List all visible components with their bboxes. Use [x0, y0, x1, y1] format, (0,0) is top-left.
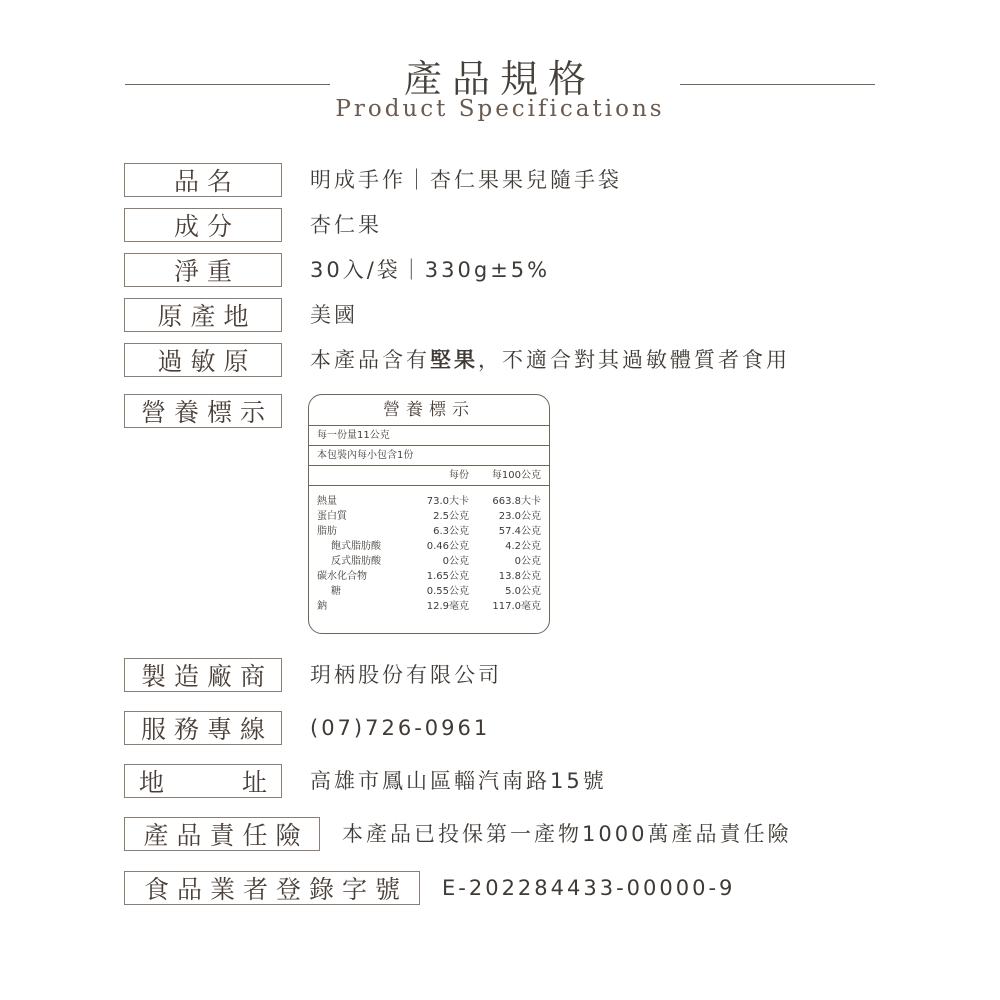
nutrient-per-serving: 0公克 [442, 556, 469, 567]
value-manufacturer: 玥柄股份有限公司 [310, 663, 502, 687]
nutrition-row [309, 509, 549, 524]
nutrition-row [309, 524, 549, 539]
nutrient-name: 蛋白質 [317, 511, 347, 522]
allergen-text-bold: 堅果 [430, 348, 478, 372]
nutrition-row [309, 599, 549, 614]
nutrient-per-100g: 0公克 [514, 556, 541, 567]
nutrient-name: 碳水化合物 [317, 571, 367, 582]
value-food-registration: E-202284433-00000-9 [442, 876, 736, 900]
col-per-serving: 每份 [449, 470, 469, 481]
label-address-left: 地 [139, 768, 165, 797]
nutrient-name: 熱量 [317, 496, 337, 507]
nutrient-per-serving: 1.65公克 [426, 571, 469, 582]
nutrient-name: 糖 [331, 586, 341, 597]
nutrition-column-header [309, 466, 549, 486]
label-net-weight: 淨重 [124, 253, 282, 287]
nutrition-row [309, 539, 549, 554]
nutrition-servings: 本包裝內每小包含1份 [309, 446, 549, 466]
nutrient-name: 飽式脂肪酸 [331, 541, 381, 552]
label-manufacturer: 製造廠商 [124, 658, 282, 692]
label-product-name: 品名 [124, 163, 282, 197]
value-ingredients: 杏仁果 [310, 213, 382, 237]
nutrient-per-100g: 5.0公克 [505, 586, 541, 597]
label-liability-insurance: 產品責任險 [124, 817, 320, 851]
page-subtitle: Product Specifications [335, 96, 665, 122]
value-liability-insurance: 本產品已投保第一產物1000萬產品責任險 [342, 822, 792, 846]
page-title: 產品規格 [403, 57, 596, 101]
nutrient-per-100g: 663.8大卡 [492, 496, 541, 507]
value-net-weight: 30入/袋｜330g±5% [310, 258, 551, 282]
label-address [124, 764, 282, 798]
label-nutrition: 營養標示 [124, 394, 282, 428]
nutrient-per-100g: 117.0毫克 [492, 601, 541, 612]
nutrition-serving-size: 每一份量11公克 [309, 426, 549, 446]
label-food-registration: 食品業者登錄字號 [124, 871, 420, 905]
nutrient-per-serving: 2.5公克 [433, 511, 469, 522]
allergen-text-after: ，不適合對其過敏體質者食用 [478, 348, 790, 372]
nutrient-name: 脂肪 [317, 526, 337, 537]
label-address-right: 址 [241, 768, 267, 797]
nutrient-per-serving: 0.55公克 [426, 586, 469, 597]
value-origin: 美國 [310, 303, 358, 327]
label-allergen: 過敏原 [124, 343, 282, 377]
nutrient-name: 鈉 [317, 601, 327, 612]
nutrition-rows [309, 486, 549, 614]
value-address: 高雄市鳳山區輜汽南路15號 [310, 769, 607, 793]
label-ingredients: 成分 [124, 208, 282, 242]
nutrient-per-serving: 12.9毫克 [426, 601, 469, 612]
nutrition-title: 營養標示 [309, 395, 549, 426]
label-origin: 原產地 [124, 298, 282, 332]
col-per-100g: 每100公克 [491, 470, 541, 481]
nutrient-name: 反式脂肪酸 [331, 556, 381, 567]
nutrient-per-serving: 6.3公克 [433, 526, 469, 537]
nutrition-row [309, 554, 549, 569]
value-service-line: (07)726-0961 [310, 716, 491, 740]
label-service-line: 服務專線 [124, 711, 282, 745]
nutrition-row [309, 494, 549, 509]
nutrition-facts-box [308, 394, 550, 634]
allergen-text-before: 本產品含有 [310, 348, 430, 372]
nutrient-per-serving: 73.0大卡 [426, 496, 469, 507]
value-product-name: 明成手作｜杏仁果果兒隨手袋 [310, 168, 622, 192]
nutrient-per-100g: 4.2公克 [505, 541, 541, 552]
nutrient-per-100g: 13.8公克 [498, 571, 541, 582]
nutrition-row [309, 584, 549, 599]
nutrient-per-100g: 23.0公克 [498, 511, 541, 522]
nutrient-per-serving: 0.46公克 [426, 541, 469, 552]
nutrient-per-100g: 57.4公克 [498, 526, 541, 537]
value-allergen [310, 343, 790, 377]
nutrition-row [309, 569, 549, 584]
